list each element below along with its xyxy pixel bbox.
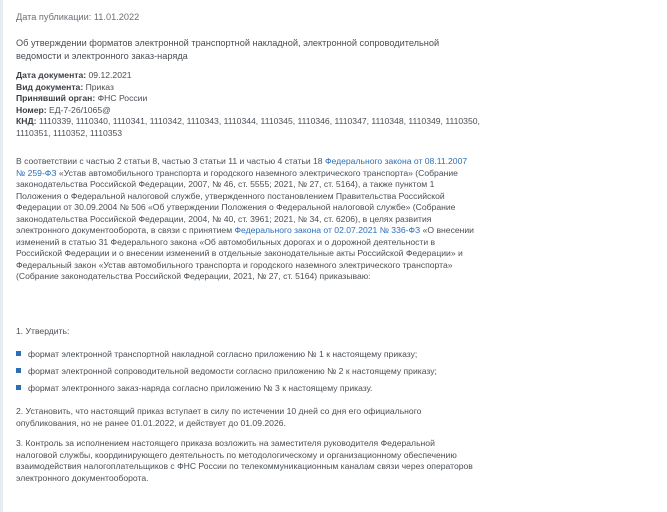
- list-item: [16, 348, 496, 365]
- meta-doc-date: [16, 70, 516, 82]
- bullet-icon: [16, 385, 21, 390]
- list-item-text: формат электронного заказ-наряда согласно приложению № 3 к настоящему приказу.: [28, 383, 373, 393]
- meta-number-value: ЕД-7-26/1065@: [48, 104, 111, 115]
- meta-doc-date-label: Дата документа:: [16, 70, 87, 80]
- list-item-text: формат электронной транспортной накладной согласно приложению № 1 к настоящему приказу;: [28, 349, 418, 359]
- meta-number-label: Номер:: [16, 104, 47, 115]
- meta-authority: [16, 93, 516, 105]
- meta-doc-type: [16, 82, 516, 94]
- intro-text-1: В соответствии с частью 2 статьи 8, частью 3 статьи 11 и частью 4 статьи 18: [16, 156, 325, 166]
- meta-knd-value: 1110339, 1110340, 1110341, 1110342, 1110343, 1110344, 1110345, 1110346, 1110347, 1110348, 1110349, 1110350, 1110351, 1110352, 1110353: [16, 116, 480, 138]
- intro-paragraph: [16, 156, 476, 283]
- approve-list: [16, 348, 496, 399]
- bullet-icon: [16, 351, 21, 356]
- intro-text-2: «Устав автомобильного транспорта и городского наземного электрического транспорта» (Собрание законодательства Российской Федерации, 2007, № 46, ст. 5555; 2021, № 27, ст. 5164), а также пунктом 1 Положения о Федеральной налоговой службе, утвержденного постановлением Правительства Российской Федерации от 30.09.2004 № 506 «Об утверждении Положения о Федеральной налоговой службе» (Собрание законодательства Российской Федерации, 2004, № 40, ст. 3961; 2021, № 34, ст. 6206), в целях развития электронного документооборота, в связи с принятием: [16, 167, 458, 235]
- list-item: [16, 382, 496, 399]
- meta-knd-label: КНД:: [16, 116, 37, 126]
- meta-doc-type-value: Приказ: [85, 81, 114, 92]
- law-link-336[interactable]: Федерального закона от 02.07.2021 № 336-ФЗ: [234, 225, 421, 235]
- meta-authority-label: Принявший орган:: [16, 93, 96, 103]
- meta-number: [16, 105, 516, 117]
- paragraph-3: 3. Контроль за исполнением настоящего приказа возложить на заместителя руководителя Федеральной налоговой службы, координирующего деятельность по методологическому и организационному обеспечению взаимодействия налогоплательщиков с ФНС России по телекоммуникационным каналам связи через операторов электронного документооборота.: [16, 438, 473, 483]
- approve-heading: 1. Утвердить:: [16, 326, 70, 336]
- intro-text-3: «О внесении изменений в статью 31 Федерального закона «Об автомобильных дорогах и о дорожной деятельности в Российской Федерации и о внесении изменений в отдельные законодательные акты Российской Федерации» и Федеральный закон «Устав автомобильного транспорта и городского наземного электрического транспорта» (Собрание законодательства Российской Федерации, 2021, № 27, ст. 5164) приказываю:: [16, 225, 474, 281]
- meta-doc-date-value: 09.12.2021: [88, 70, 132, 80]
- left-border: [0, 0, 3, 512]
- law-link-259[interactable]: Федерального закона от 08.11.2007 № 259-ФЗ: [16, 156, 468, 178]
- meta-doc-type-label: Вид документа:: [16, 81, 84, 92]
- publication-date: Дата публикации: 11.01.2022: [16, 12, 140, 22]
- meta-knd: [16, 116, 516, 139]
- meta-authority-value: ФНС России: [97, 93, 148, 103]
- list-item-text: формат электронной сопроводительной ведомости согласно приложению № 2 к настоящему приказу;: [28, 366, 437, 376]
- list-item: [16, 365, 496, 382]
- paragraph-2: 2. Установить, что настоящий приказ вступает в силу по истечении 10 дней со дня его официального опубликования, но не ранее 01.01.2022, и действует до 01.09.2026.: [16, 406, 422, 428]
- document-title: Об утверждении форматов электронной транспортной накладной, электронной сопроводительной ведомости и электронного заказ-наряда: [16, 38, 440, 61]
- bullet-icon: [16, 368, 21, 373]
- document-meta: [16, 70, 516, 139]
